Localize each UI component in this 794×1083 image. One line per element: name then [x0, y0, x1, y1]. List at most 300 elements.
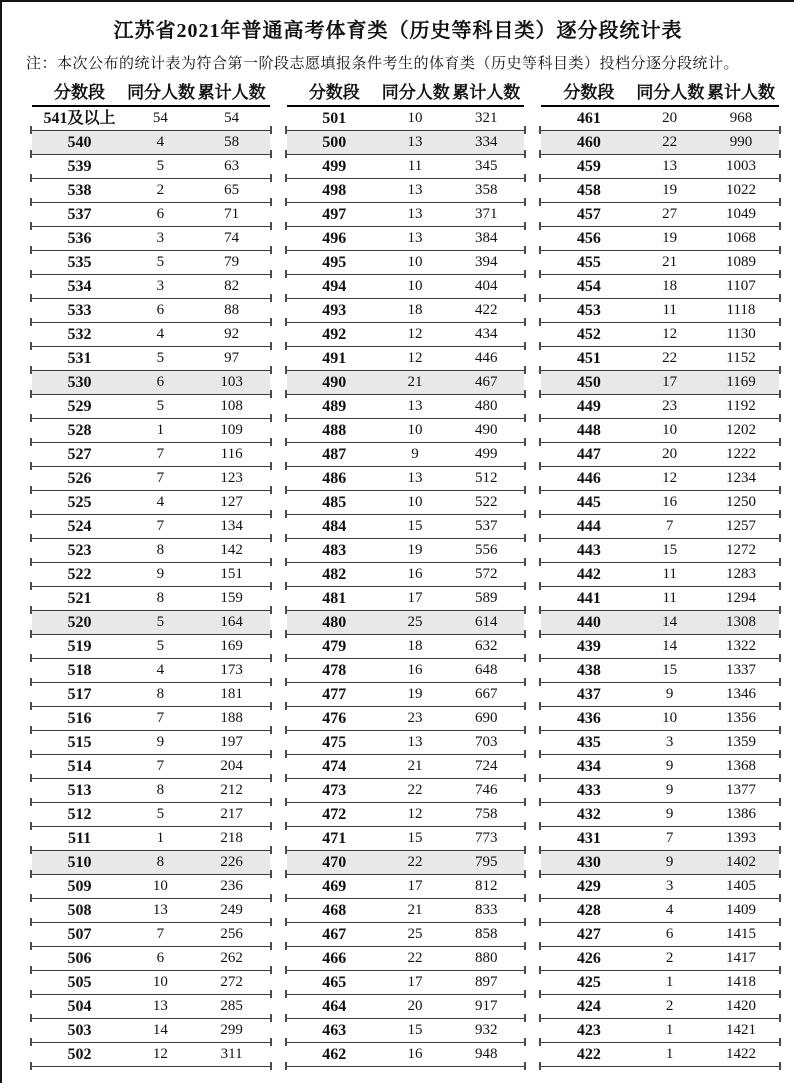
score-cell: 529: [67, 398, 92, 415]
table-row: [32, 587, 270, 611]
cumulative-cell: 537: [475, 518, 498, 534]
cumulative-cell: 434: [475, 326, 498, 342]
table-row: [287, 515, 525, 539]
cumulative-cell: 897: [475, 974, 498, 990]
score-cell: 507: [67, 926, 92, 943]
cumulative-cell: 1049: [725, 206, 756, 222]
cumulative-cell: 58: [224, 134, 240, 150]
count-cell: 1: [665, 974, 674, 990]
count-cell: 13: [407, 398, 423, 414]
count-cell: 4: [156, 662, 165, 678]
cumulative-cell: 1283: [725, 566, 756, 582]
cumulative-cell: 990: [729, 134, 753, 150]
cumulative-cell: 1222: [725, 446, 756, 462]
cumulative-cell: 262: [220, 950, 243, 966]
score-cell: 482: [322, 566, 347, 583]
count-cell: 7: [665, 518, 674, 534]
count-cell: 13: [407, 230, 423, 246]
score-cell: 528: [67, 422, 92, 439]
table-row: [287, 155, 525, 179]
count-cell: 19: [662, 230, 678, 246]
count-cell: 3: [156, 278, 165, 294]
score-cell: 450: [576, 374, 601, 391]
table-row: [541, 1043, 779, 1067]
count-cell: 19: [407, 686, 423, 702]
table-row: [32, 227, 270, 251]
cumulative-cell: 169: [220, 638, 243, 654]
count-cell: 21: [407, 758, 423, 774]
score-cell: 540: [67, 134, 92, 151]
count-cell: 21: [407, 902, 423, 918]
cumulative-cell: 812: [475, 878, 498, 894]
table-row: [541, 131, 779, 155]
score-cell: 451: [576, 350, 601, 367]
table-row: [32, 299, 270, 323]
score-cell: 447: [576, 446, 601, 463]
cumulative-cell: 384: [475, 230, 498, 246]
table-row: [287, 803, 525, 827]
score-cell: 452: [576, 326, 601, 343]
cumulative-cell: 88: [224, 302, 240, 318]
score-cell: 449: [576, 398, 601, 415]
score-cell: 533: [67, 302, 92, 319]
table-row: [287, 611, 525, 635]
score-cell: 539: [67, 158, 92, 175]
cumulative-cell: 236: [220, 878, 243, 894]
column-header-same-score-count: 同分人数: [381, 83, 450, 102]
cumulative-cell: 1308: [725, 614, 756, 630]
table-row: [32, 443, 270, 467]
score-cell: 527: [67, 446, 92, 463]
count-cell: 5: [156, 614, 165, 630]
cumulative-cell: 371: [475, 206, 498, 222]
table-row: [32, 563, 270, 587]
count-cell: 1: [665, 1022, 674, 1038]
score-cell: 466: [322, 950, 347, 967]
cumulative-cell: 1356: [725, 710, 756, 726]
cumulative-cell: 394: [475, 254, 498, 270]
count-cell: 20: [407, 998, 423, 1014]
score-cell: 513: [67, 782, 92, 799]
score-cell: 494: [322, 278, 347, 295]
count-cell: 20: [662, 446, 678, 462]
cumulative-cell: 127: [220, 494, 243, 510]
score-cell: 541及以上: [43, 110, 116, 127]
count-cell: 17: [407, 974, 423, 990]
score-cell: 472: [322, 806, 347, 823]
table-row: [541, 419, 779, 443]
note-text: 注：本次公布的统计表为符合第一阶段志愿填报条件考生的体育类（历史等科目类）投档分逐分段统计。: [26, 56, 740, 72]
table-row: [287, 323, 525, 347]
table-row: [287, 491, 525, 515]
table-row: [32, 923, 270, 947]
cumulative-cell: 572: [475, 566, 498, 582]
cumulative-cell: 968: [729, 110, 753, 126]
table-row: [541, 779, 779, 803]
cumulative-cell: 204: [220, 758, 243, 774]
table-row: [32, 467, 270, 491]
cumulative-cell: 188: [220, 710, 243, 726]
cumulative-cell: 932: [475, 1022, 498, 1038]
cumulative-cell: 1250: [725, 494, 756, 510]
table-row: [32, 1043, 270, 1067]
score-cell: 504: [67, 998, 92, 1015]
score-cell: 516: [67, 710, 92, 727]
table-row: [287, 179, 525, 203]
score-cell: 441: [576, 590, 601, 607]
score-cell: 522: [67, 566, 92, 583]
score-cell: 426: [576, 950, 601, 967]
table-row: [287, 947, 525, 971]
count-cell: 13: [407, 470, 423, 486]
score-cell: 471: [322, 830, 347, 847]
score-cell: 479: [322, 638, 347, 655]
count-cell: 25: [407, 614, 423, 630]
count-cell: 12: [662, 470, 678, 486]
count-cell: 1: [156, 422, 165, 438]
score-cell: 532: [67, 326, 92, 343]
table-row: [287, 395, 525, 419]
cumulative-cell: 480: [475, 398, 498, 414]
table-row: [541, 707, 779, 731]
cumulative-cell: 758: [475, 806, 498, 822]
count-cell: 10: [407, 110, 423, 126]
table-row: [32, 707, 270, 731]
table-row: [32, 371, 270, 395]
score-cell: 422: [576, 1046, 601, 1063]
cumulative-cell: 173: [220, 662, 243, 678]
cumulative-cell: 422: [475, 302, 498, 318]
cumulative-cell: 703: [475, 734, 498, 750]
score-cell: 509: [67, 878, 92, 895]
count-cell: 14: [662, 614, 678, 630]
table-row: [32, 899, 270, 923]
cumulative-cell: 108: [220, 398, 243, 414]
cumulative-cell: 71: [224, 206, 240, 222]
count-cell: 6: [156, 206, 165, 222]
count-cell: 8: [156, 854, 165, 870]
score-cell: 431: [576, 830, 601, 847]
score-cell: 459: [576, 158, 601, 175]
cumulative-cell: 103: [220, 374, 243, 390]
table-row: [287, 923, 525, 947]
count-cell: 2: [156, 182, 165, 198]
score-cell: 537: [67, 206, 92, 223]
score-cell: 502: [67, 1046, 92, 1063]
score-table-3: [541, 80, 779, 1067]
table-row: [541, 395, 779, 419]
cumulative-cell: 667: [475, 686, 498, 702]
score-cell: 478: [322, 662, 347, 679]
cumulative-cell: 1422: [725, 1046, 756, 1062]
score-cell: 508: [67, 902, 92, 919]
count-cell: 22: [407, 854, 423, 870]
table-row: [287, 1043, 525, 1067]
cumulative-cell: 724: [475, 758, 498, 774]
count-cell: 5: [156, 806, 165, 822]
table-row: [541, 347, 779, 371]
count-cell: 16: [662, 494, 678, 510]
table-row: [32, 107, 270, 131]
count-cell: 15: [407, 830, 423, 846]
cumulative-cell: 334: [475, 134, 498, 150]
table-row: [32, 491, 270, 515]
count-cell: 2: [665, 950, 674, 966]
score-cell: 434: [576, 758, 601, 775]
count-cell: 9: [156, 734, 165, 750]
score-cell: 498: [322, 182, 347, 199]
score-cell: 435: [576, 734, 601, 751]
cumulative-cell: 690: [475, 710, 498, 726]
score-cell: 503: [67, 1022, 92, 1039]
score-cell: 425: [576, 974, 601, 991]
cumulative-cell: 1169: [726, 374, 756, 390]
count-cell: 17: [662, 374, 678, 390]
count-cell: 16: [407, 662, 423, 678]
cumulative-cell: 880: [475, 950, 498, 966]
table-row: [541, 203, 779, 227]
table-row: [32, 803, 270, 827]
table-row: [541, 539, 779, 563]
cumulative-cell: 1272: [725, 542, 756, 558]
count-cell: 7: [665, 830, 674, 846]
count-cell: 10: [407, 278, 423, 294]
score-cell: 521: [67, 590, 92, 607]
score-cell: 538: [67, 182, 92, 199]
score-cell: 525: [67, 494, 92, 511]
count-cell: 21: [407, 374, 423, 390]
score-cell: 520: [67, 614, 92, 631]
cumulative-cell: 1234: [725, 470, 756, 486]
table-row: [287, 371, 525, 395]
cumulative-cell: 858: [475, 926, 498, 942]
table-row: [32, 131, 270, 155]
table-row: [541, 323, 779, 347]
cumulative-cell: 321: [475, 110, 498, 126]
count-cell: 5: [156, 350, 165, 366]
count-cell: 8: [156, 590, 165, 606]
count-cell: 20: [662, 110, 678, 126]
count-cell: 18: [662, 278, 678, 294]
count-cell: 12: [407, 350, 423, 366]
count-cell: 1: [156, 830, 165, 846]
score-cell: 476: [322, 710, 347, 727]
table-row: [287, 227, 525, 251]
cumulative-cell: 948: [475, 1046, 498, 1062]
count-cell: 15: [407, 1022, 423, 1038]
count-cell: 15: [407, 518, 423, 534]
count-cell: 11: [662, 302, 677, 318]
score-cell: 457: [576, 206, 601, 223]
count-cell: 8: [156, 542, 165, 558]
table-row: [287, 827, 525, 851]
score-cell: 481: [322, 590, 347, 607]
count-cell: 8: [156, 782, 165, 798]
cumulative-cell: 92: [224, 326, 240, 342]
cumulative-cell: 1322: [725, 638, 756, 654]
count-cell: 11: [662, 566, 677, 582]
table-row: [32, 275, 270, 299]
cumulative-cell: 217: [220, 806, 243, 822]
count-cell: 15: [662, 542, 678, 558]
table-row: [541, 827, 779, 851]
table-row: [541, 803, 779, 827]
page-title: 江苏省2021年普通高考体育类（历史等科目类）逐分段统计表: [113, 20, 683, 42]
score-cell: 463: [322, 1022, 347, 1039]
score-cell: 493: [322, 302, 347, 319]
table-row: [541, 587, 779, 611]
table-row: [541, 107, 779, 131]
count-cell: 6: [665, 926, 674, 942]
table-row: [541, 563, 779, 587]
table-header: [287, 80, 525, 107]
score-cell: 497: [322, 206, 347, 223]
score-cell: 444: [576, 518, 601, 535]
cumulative-cell: 1192: [726, 398, 756, 414]
cumulative-cell: 1386: [725, 806, 756, 822]
table-row: [541, 947, 779, 971]
count-cell: 9: [156, 566, 165, 582]
cumulative-cell: 632: [475, 638, 498, 654]
count-cell: 22: [662, 350, 678, 366]
table-row: [32, 347, 270, 371]
count-cell: 13: [152, 998, 168, 1014]
table-row: [32, 731, 270, 755]
cumulative-cell: 212: [220, 782, 243, 798]
count-cell: 7: [156, 518, 165, 534]
count-cell: 9: [665, 806, 674, 822]
table-row: [32, 875, 270, 899]
score-cell: 470: [322, 854, 347, 871]
table-row: [541, 683, 779, 707]
score-cell: 510: [67, 854, 92, 871]
cumulative-cell: 614: [475, 614, 498, 630]
score-cell: 491: [322, 350, 347, 367]
score-cell: 536: [67, 230, 92, 247]
count-cell: 15: [662, 662, 678, 678]
count-cell: 4: [156, 326, 165, 342]
score-cell: 484: [322, 518, 347, 535]
table-row: [32, 779, 270, 803]
count-cell: 3: [665, 878, 674, 894]
table-header: [32, 80, 270, 107]
count-cell: 9: [665, 758, 674, 774]
table-row: [32, 323, 270, 347]
cumulative-cell: 589: [475, 590, 498, 606]
table-row: [287, 707, 525, 731]
table-row: [541, 611, 779, 635]
cumulative-cell: 79: [224, 254, 240, 270]
cumulative-cell: 499: [475, 446, 498, 462]
cumulative-cell: 1152: [726, 350, 756, 366]
table-row: [541, 971, 779, 995]
cumulative-cell: 1022: [725, 182, 756, 198]
score-cell: 474: [322, 758, 347, 775]
cumulative-cell: 134: [220, 518, 243, 534]
score-cell: 438: [576, 662, 601, 679]
table-row: [541, 227, 779, 251]
score-cell: 517: [67, 686, 92, 703]
score-cell: 531: [67, 350, 92, 367]
score-cell: 485: [322, 494, 347, 511]
table-row: [32, 395, 270, 419]
cumulative-cell: 82: [224, 278, 240, 294]
count-cell: 12: [407, 806, 423, 822]
score-cell: 483: [322, 542, 347, 559]
table-row: [541, 995, 779, 1019]
count-cell: 9: [665, 686, 674, 702]
count-cell: 17: [407, 878, 423, 894]
count-cell: 4: [665, 902, 674, 918]
table-row: [287, 875, 525, 899]
cumulative-cell: 197: [220, 734, 243, 750]
table-row: [32, 611, 270, 635]
table-row: [287, 587, 525, 611]
table-rows: [32, 107, 270, 1067]
table-row: [32, 515, 270, 539]
score-cell: 469: [322, 878, 347, 895]
score-cell: 448: [576, 422, 601, 439]
score-cell: 486: [322, 470, 347, 487]
score-cell: 424: [576, 998, 601, 1015]
table-row: [541, 899, 779, 923]
cumulative-cell: 1089: [725, 254, 756, 270]
count-cell: 7: [156, 710, 165, 726]
cumulative-cell: 1393: [725, 830, 756, 846]
score-cell: 501: [322, 110, 347, 127]
table-row: [541, 467, 779, 491]
score-cell: 518: [67, 662, 92, 679]
count-cell: 5: [156, 158, 165, 174]
table-rows: [541, 107, 779, 1067]
cumulative-cell: 522: [475, 494, 498, 510]
cumulative-cell: 795: [475, 854, 498, 870]
count-cell: 16: [407, 566, 423, 582]
cumulative-cell: 1346: [725, 686, 756, 702]
count-cell: 7: [156, 446, 165, 462]
count-cell: 1: [665, 1046, 674, 1062]
table-rows: [287, 107, 525, 1067]
cumulative-cell: 404: [475, 278, 498, 294]
score-cell: 432: [576, 806, 601, 823]
count-cell: 23: [407, 710, 423, 726]
column-header-score-range: 分数段: [563, 83, 615, 102]
score-cell: 461: [576, 110, 601, 127]
score-cell: 460: [576, 134, 601, 151]
table-row: [287, 419, 525, 443]
score-cell: 515: [67, 734, 92, 751]
count-cell: 6: [156, 950, 165, 966]
column-header-score-range: 分数段: [54, 83, 106, 102]
score-cell: 535: [67, 254, 92, 271]
count-cell: 27: [662, 206, 678, 222]
table-row: [541, 875, 779, 899]
table-row: [287, 467, 525, 491]
cumulative-cell: 1421: [725, 1022, 756, 1038]
count-cell: 12: [662, 326, 678, 342]
table-row: [287, 755, 525, 779]
score-cell: 524: [67, 518, 92, 535]
score-cell: 429: [576, 878, 601, 895]
cumulative-cell: 833: [475, 902, 498, 918]
cumulative-cell: 1107: [726, 278, 756, 294]
table-row: [32, 755, 270, 779]
score-cell: 505: [67, 974, 92, 991]
cumulative-cell: 1417: [725, 950, 756, 966]
table-row: [287, 971, 525, 995]
table-row: [287, 851, 525, 875]
score-cell: 519: [67, 638, 92, 655]
